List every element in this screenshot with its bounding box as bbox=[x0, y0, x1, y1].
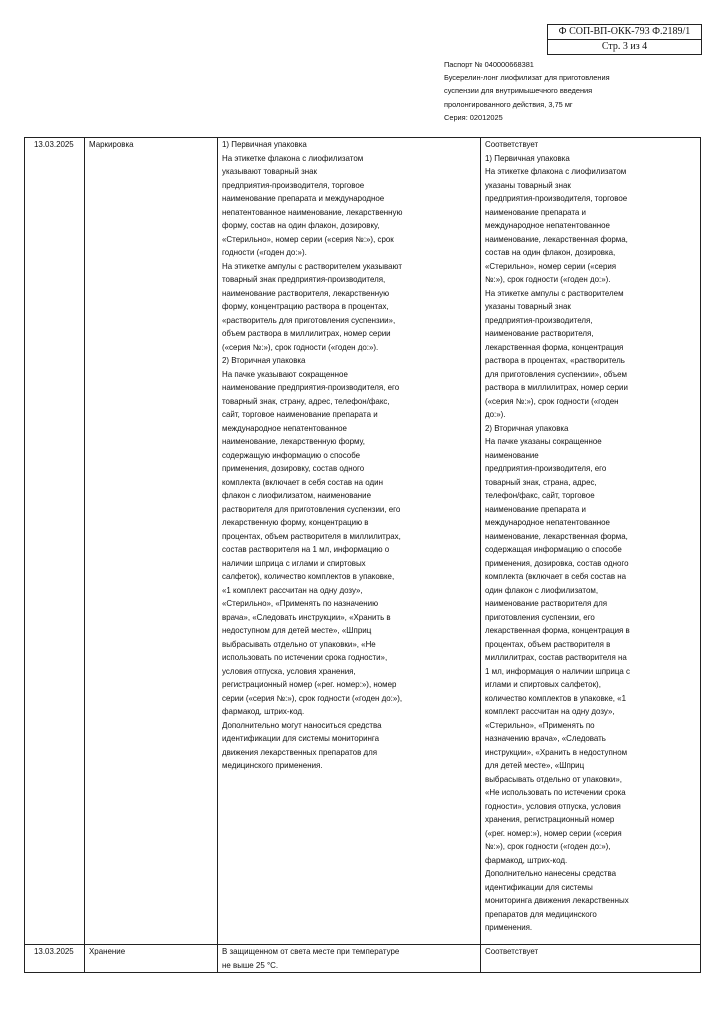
text-line: недоступном для детей месте», «Шприц bbox=[222, 626, 372, 635]
text-line: «Стерильно», номер серии («серия №:»), срок bbox=[222, 234, 394, 244]
result-text bbox=[485, 138, 697, 935]
text-line: наименование, лекарственную форму, bbox=[222, 437, 365, 446]
text-line: идентификации для системы мониторинга bbox=[222, 734, 380, 743]
text-line: хранения, регистрационный номер bbox=[485, 815, 615, 824]
text-line: для детей месте», «Шприц bbox=[485, 761, 585, 770]
text-line: «1 комплект рассчитан на одну дозу», bbox=[222, 585, 363, 595]
text-line: наименование препарата и международное bbox=[222, 194, 385, 203]
page-number: Стр. 3 из 4 bbox=[601, 41, 648, 52]
text-line: иглами и спиртовых салфеток), bbox=[485, 680, 601, 689]
text-line: содержащая информацию о способе bbox=[485, 545, 622, 554]
text-line: лекарственная форма, концентрация в bbox=[485, 626, 630, 635]
text-line: наименование растворителя, bbox=[485, 329, 594, 338]
text-line: товарный знак, страну, адрес, телефон/факс, bbox=[222, 396, 390, 406]
text-line: приготовления суспензии, его bbox=[485, 612, 595, 622]
text-line: комплекта (включает в себя состав на один bbox=[222, 477, 383, 487]
table-row bbox=[25, 138, 701, 945]
text-line: применения, дозировка, состав одного bbox=[485, 558, 629, 568]
text-line: телефон/факс, сайт, торговое bbox=[485, 491, 595, 500]
text-line: На пачке указывают сокращенное bbox=[222, 369, 348, 379]
text-line: («серия №:»), срок годности («годен bbox=[485, 396, 619, 406]
text-line: фармакод, штрих-код. bbox=[485, 855, 568, 865]
text-line: содержащую информацию о способе bbox=[222, 450, 361, 460]
text-line: условия отпуска, условия хранения, bbox=[222, 666, 356, 676]
text-line: наименование, лекарственная форма, bbox=[485, 531, 628, 541]
text-line: На этикетке флакона с лиофилизатом bbox=[222, 153, 364, 163]
text-line: процентах, объем растворителя в bbox=[485, 639, 611, 649]
text-line: мониторинга движения лекарственных bbox=[485, 896, 629, 905]
passport-header bbox=[444, 58, 684, 124]
text-line: «Стерильно», «Применять по bbox=[485, 720, 595, 730]
text-line: фармакод, штрих-код. bbox=[222, 707, 305, 716]
text-line: регистрационный номер («рег. номер:»), номер bbox=[222, 680, 397, 689]
text-line: №:»), срок годности («годен до:»), bbox=[485, 842, 611, 851]
text-line: Дополнительно нанесены средства bbox=[485, 869, 617, 878]
text-line: предприятия-производителя, bbox=[485, 315, 593, 325]
product-name-line: суспензии для внутримышечного введения bbox=[444, 86, 593, 96]
test-name: Маркировка bbox=[85, 138, 218, 945]
text-line: товарный знак, страна, адрес, bbox=[485, 477, 597, 487]
text-line: лекарственную форму, концентрацию в bbox=[222, 518, 369, 527]
text-line: наименование предприятия-производителя, его bbox=[222, 383, 400, 392]
text-line: количество комплектов в упаковке, «1 bbox=[485, 693, 627, 703]
text-line: предприятия-производителя, торговое bbox=[485, 194, 628, 203]
text-line: годности («годен до:»). bbox=[222, 248, 307, 257]
text-line: наименование, лекарственная форма, bbox=[485, 234, 628, 244]
text-line: форму, концентрацию раствора в процентах, bbox=[222, 302, 389, 311]
text-line: препаратов для медицинского bbox=[485, 909, 597, 919]
requirement-text bbox=[222, 138, 477, 773]
text-line: движения лекарственных препаратов для bbox=[222, 747, 378, 757]
text-line: 1) Первичная упаковка bbox=[485, 153, 570, 163]
text-line: наименование препарата и bbox=[485, 207, 586, 217]
text-line: идентификации для системы bbox=[485, 882, 593, 892]
text-line: «Стерильно», «Применять по назначению bbox=[222, 599, 379, 608]
text-line: («серия №:»), срок годности («годен до:»). bbox=[222, 342, 379, 352]
text-line: раствора в миллилитрах, номер серии bbox=[485, 383, 628, 392]
test-name: Хранение bbox=[85, 945, 218, 973]
text-line: выбрасывать отдельно от упаковки», bbox=[485, 774, 622, 784]
product-name-line: Бусерелин-лонг лиофилизат для приготовления bbox=[444, 73, 610, 83]
text-line: назначению врача», «Следовать bbox=[485, 734, 606, 743]
text-line: «растворитель для приготовления суспензии», bbox=[222, 315, 396, 325]
text-line: 1 мл, информация о наличии шприца с bbox=[485, 666, 630, 676]
text-line: На этикетке флакона с лиофилизатом bbox=[485, 167, 627, 176]
text-line: В защищенном от света месте при температуре bbox=[222, 947, 400, 956]
text-line: годности», условия отпуска, условия bbox=[485, 801, 621, 811]
text-line: выбрасывать отдельно от упаковки», «Не bbox=[222, 639, 376, 649]
text-line: форму, состав на один флакон, дозировку, bbox=[222, 221, 380, 230]
text-line: указаны товарный знак bbox=[485, 302, 571, 311]
text-line: состав растворителя на 1 мл, информацию о bbox=[222, 545, 390, 554]
text-line: сайт, торговое наименование препарата и bbox=[222, 410, 378, 419]
text-line: наименование bbox=[485, 450, 539, 460]
text-line: «Не использовать по истечении срока bbox=[485, 788, 626, 797]
text-line: объем раствора в миллилитрах, номер серии bbox=[222, 329, 391, 338]
text-line: предприятия-производителя, его bbox=[485, 464, 607, 473]
text-line: врача», «Следовать инструкции», «Хранить в bbox=[222, 612, 391, 622]
text-line: №:»), срок годности («годен до:»). bbox=[485, 275, 611, 284]
text-line: товарный знак предприятия-производителя, bbox=[222, 275, 386, 284]
text-line: наименование растворителя для bbox=[485, 599, 608, 608]
text-line: международное непатентованное bbox=[222, 423, 347, 433]
passport-number: Паспорт № 040000668381 bbox=[444, 60, 534, 69]
text-line: салфеток), количество комплектов в упаковке, bbox=[222, 572, 395, 581]
text-line: наименование растворителя, лекарственную bbox=[222, 288, 390, 298]
text-line: указывают товарный знак bbox=[222, 167, 318, 176]
text-line: На этикетке ампулы с растворителем указывают bbox=[222, 261, 402, 271]
result-cell bbox=[481, 945, 701, 973]
text-line: Соответствует bbox=[485, 947, 539, 956]
text-line: один флакон с лиофилизатом, bbox=[485, 585, 599, 595]
result-cell bbox=[481, 138, 701, 945]
table-row bbox=[25, 945, 701, 973]
text-line: 1) Первичная упаковка bbox=[222, 140, 307, 149]
text-line: процентах, объем растворителя в миллилитрах, bbox=[222, 531, 401, 541]
form-code-box bbox=[547, 24, 702, 55]
requirement-cell bbox=[218, 138, 481, 945]
results-table bbox=[24, 137, 701, 973]
test-date: 13.03.2025 bbox=[25, 945, 85, 973]
requirement-text bbox=[222, 945, 477, 972]
text-line: для приготовления суспензии», объем bbox=[485, 369, 628, 379]
text-line: указаны товарный знак bbox=[485, 180, 571, 190]
text-line: медицинского применения. bbox=[222, 761, 323, 770]
text-line: наличии шприца с иглами и спиртовых bbox=[222, 558, 366, 568]
text-line: непатентованное наименование, лекарственную bbox=[222, 207, 403, 217]
text-line: комплекта (включает в себя состав на bbox=[485, 572, 627, 581]
product-name-line: пролонгированного действия, 3,75 мг bbox=[444, 99, 573, 109]
test-date: 13.03.2025 bbox=[25, 138, 85, 945]
text-line: применения, дозировку, состав одного bbox=[222, 464, 365, 473]
text-line: На этикетке ампулы с растворителем bbox=[485, 288, 624, 298]
text-line: 2) Вторичная упаковка bbox=[222, 356, 306, 365]
text-line: инструкции», «Хранить в недоступном bbox=[485, 747, 628, 757]
text-line: предприятия-производителя, торговое bbox=[222, 180, 365, 190]
requirement-cell bbox=[218, 945, 481, 973]
text-line: международное непатентованное bbox=[485, 221, 610, 230]
text-line: серии («серия №:»), срок годности («годен до:»), bbox=[222, 693, 403, 703]
text-line: миллилитрах, состав растворителя на bbox=[485, 653, 627, 662]
text-line: На пачке указаны сокращенное bbox=[485, 437, 602, 446]
text-line: флакон с лиофилизатом, наименование bbox=[222, 491, 372, 500]
text-line: Дополнительно могут наноситься средства bbox=[222, 720, 382, 730]
text-line: раствора в процентах, «растворитель bbox=[485, 356, 625, 365]
text-line: международное непатентованное bbox=[485, 518, 610, 527]
text-line: «Стерильно», номер серии («серия bbox=[485, 261, 617, 271]
text-line: лекарственная форма, концентрация bbox=[485, 342, 624, 352]
text-line: применения. bbox=[485, 923, 533, 932]
text-line: использовать по истечении срока годности», bbox=[222, 653, 388, 662]
result-text bbox=[485, 945, 697, 959]
text-line: наименование препарата и bbox=[485, 504, 586, 514]
batch-number: Серия: 02012025 bbox=[444, 112, 503, 122]
text-line: растворителя для приготовления суспензии, его bbox=[222, 504, 401, 514]
form-code: Ф СОП-ВП-ОКК-793 Ф.2189/1 bbox=[548, 25, 701, 40]
text-line: состав на один флакон, дозировка, bbox=[485, 248, 616, 257]
text-line: 2) Вторичная упаковка bbox=[485, 423, 569, 433]
text-line: комплект рассчитан на одну дозу», bbox=[485, 707, 615, 716]
text-line: Соответствует bbox=[485, 140, 539, 149]
text-line: до:»). bbox=[485, 410, 506, 419]
text-line: («рег. номер:»), номер серии («серия bbox=[485, 828, 622, 838]
text-line: не выше 25 °С. bbox=[222, 960, 279, 970]
